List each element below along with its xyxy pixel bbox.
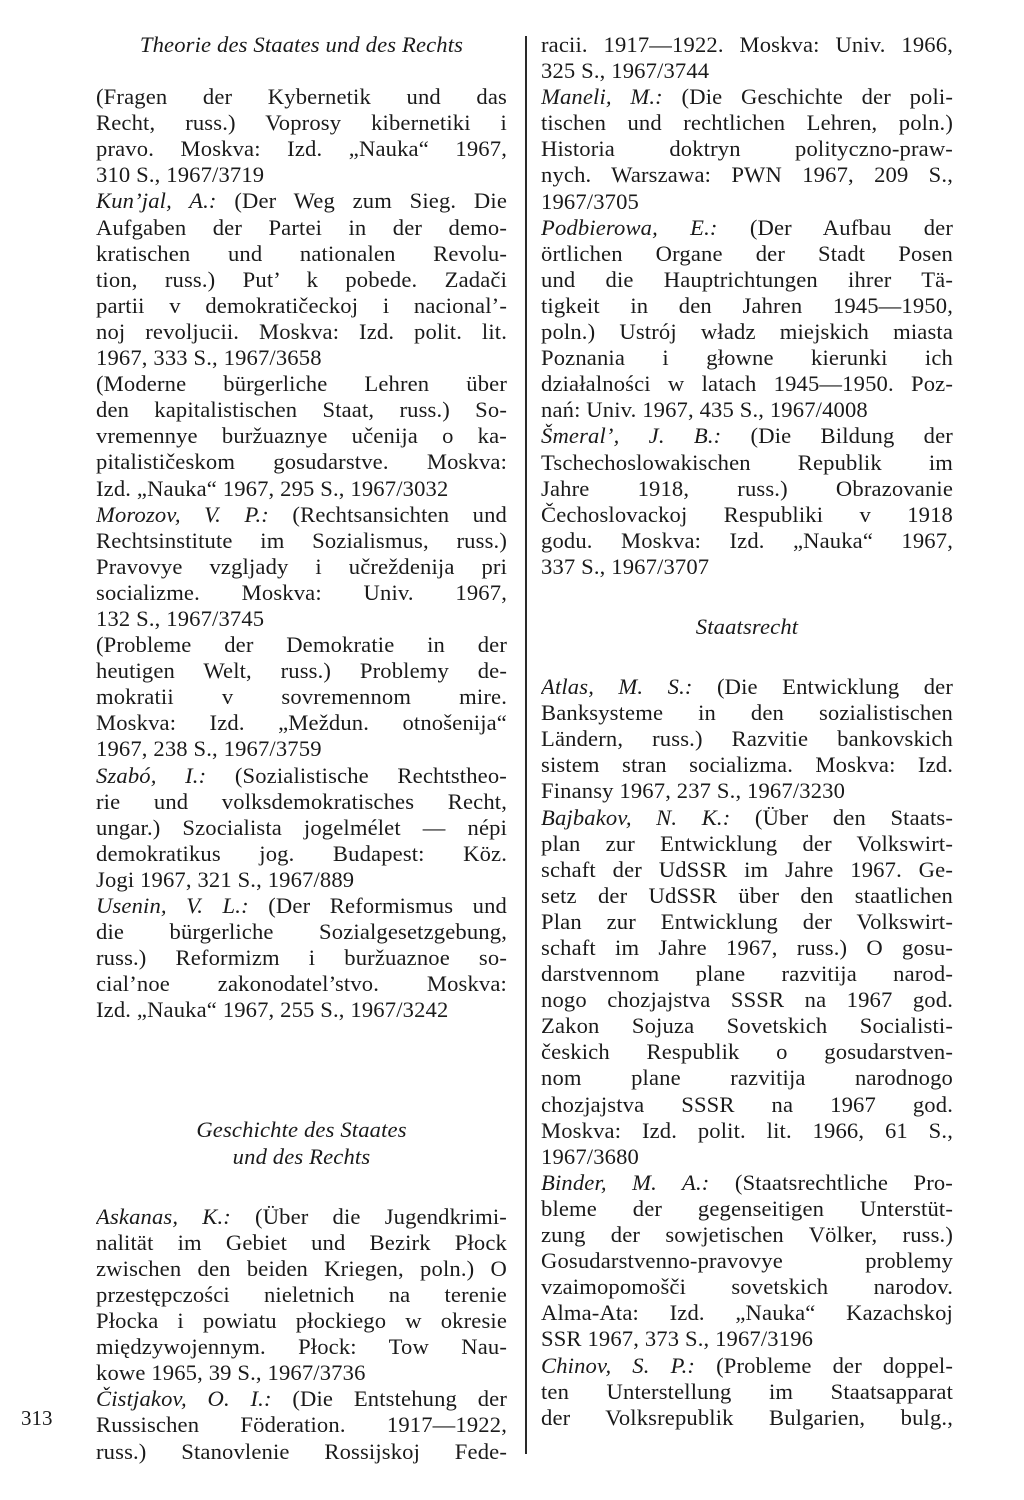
entry-line [541, 987, 953, 1013]
entry-text: demokratikus jog. Budapest: Köz. [96, 840, 507, 866]
entry-text: (Probleme der doppel- [695, 1352, 953, 1378]
entry-text: (Probleme der Demokratie in der [96, 632, 507, 658]
entry-line [96, 1334, 507, 1360]
entry-text: Čechoslovackoj Respubliki v 1918 [541, 501, 953, 527]
entry-line [96, 736, 507, 762]
entry-text: Historia doktryn polityczno-praw- [541, 136, 953, 162]
entry-line [96, 449, 507, 475]
entry-text: Ländern, russ.) Razvitie bankovskich [541, 726, 953, 752]
entry-line [96, 867, 507, 893]
entry-text: nom plane razvitija narodnogo [541, 1065, 953, 1091]
entry-text: schaft der UdSSR im Jahre 1967. Ge- [541, 856, 953, 882]
entry-text: (Der Aufbau der [717, 214, 953, 240]
entry-line [541, 752, 953, 778]
entry-line [96, 267, 507, 293]
entry-text: kowe 1965, 39 S., 1967/3736 [96, 1360, 366, 1386]
entry-line [541, 502, 953, 528]
entry-text: ten Unterstellung im Staatsapparat [541, 1378, 953, 1404]
entry-line [96, 658, 507, 684]
section-spacer [541, 580, 953, 614]
entry-text: rie und volksdemokratisches Recht, [96, 788, 507, 814]
entry-author: Bajbakov, N. K.: [541, 804, 731, 830]
section-spacer [541, 640, 953, 674]
entry-line [96, 293, 507, 319]
entry-line [541, 189, 953, 215]
entry-text: českich Respublik o gosudarstven- [541, 1039, 953, 1065]
entry-line [541, 1326, 953, 1352]
entry-text: setz der UdSSR über den staatlichen [541, 882, 953, 908]
entry-text: Jahre 1918, russ.) Obrazovanie [541, 475, 953, 501]
entry-line [96, 1256, 507, 1282]
entry-line [541, 554, 953, 580]
entry-line [541, 293, 953, 319]
entry-line [541, 1144, 953, 1170]
entry-author: Szabó, I.: [96, 762, 207, 788]
entry-text: kratischen und nationalen Revolu- [96, 240, 507, 266]
entry-text: tion, russ.) Put’ k pobede. Zadači [96, 266, 507, 292]
entry-line [541, 726, 953, 752]
entry-text: (Über den Staats- [730, 804, 953, 830]
entry-text: (Der Weg zum Sieg. Die [216, 188, 507, 214]
entry-text: 132 S., 1967/3745 [96, 605, 265, 631]
entry-text: partii v demokratičeckoj i nacional’- [96, 292, 507, 318]
entry-line [541, 397, 953, 423]
entry-text: (Fragen der Kybernetik und das [96, 84, 507, 110]
entry-line [96, 945, 507, 971]
entry-line [96, 815, 507, 841]
entry-line [96, 789, 507, 815]
entry-line [541, 371, 953, 397]
entry-text: Alma-Ata: Izd. „Nauka“ Kazachskoj [541, 1300, 953, 1326]
entry-line [541, 1274, 953, 1300]
entry-author: Šmeral’, J. B.: [541, 423, 722, 449]
entry-text: 1967/3680 [541, 1143, 640, 1169]
entry-text: tigkeit in den Jahren 1945—1950, [541, 292, 953, 318]
entry-line [541, 700, 953, 726]
entry-text: nalität im Gebiet und Bezirk Płock [96, 1229, 507, 1255]
entry-line [96, 1439, 507, 1465]
entry-line [541, 476, 953, 502]
entry-line [96, 919, 507, 945]
entry-author: Chinov, S. P.: [541, 1352, 696, 1378]
entry-first-line [96, 763, 507, 789]
entry-text: nogo chozjajstva SSSR na 1967 god. [541, 987, 953, 1013]
entry-line [541, 241, 953, 267]
entry-line [96, 632, 507, 658]
right-column [541, 32, 953, 1431]
section-heading: Staatsrecht [695, 613, 799, 639]
entry-author: Podbierowa, E.: [541, 214, 718, 240]
entry-text: Moskva: Izd. polit. lit. 1966, 61 S., [541, 1117, 953, 1143]
entry-text: vzaimopomošči sovetskich narodov. [541, 1274, 953, 1300]
entry-text: der Volksrepublik Bulgarien, bulg., [541, 1404, 953, 1430]
entry-line [541, 1379, 953, 1405]
section-spacer [96, 1170, 507, 1204]
entry-text: (Rechtsansichten und [268, 501, 507, 527]
entry-text: nań: Univ. 1967, 435 S., 1967/4008 [541, 397, 868, 423]
entry-text: sistem stran socializma. Moskva: Izd. [541, 752, 953, 778]
entry-line [541, 883, 953, 909]
entry-text: heutigen Welt, russ.) Problemy de- [96, 658, 507, 684]
entry-first-line [96, 893, 507, 919]
entry-line [96, 110, 507, 136]
entry-text: 325 S., 1967/3744 [541, 58, 710, 84]
entry-author: Kun’jal, A.: [96, 188, 217, 214]
entry-line [541, 1013, 953, 1039]
entry-line [96, 971, 507, 997]
entry-line [96, 580, 507, 606]
entry-line [96, 554, 507, 580]
entry-line [96, 319, 507, 345]
entry-text: den kapitalistischen Staat, russ.) So- [96, 397, 507, 423]
entry-text: Poznania i głowne kierunki ich [541, 345, 953, 371]
entry-line [541, 935, 953, 961]
entry-text: Banksysteme in den sozialistischen [541, 700, 953, 726]
entry-line [96, 841, 507, 867]
entry-line [96, 1282, 507, 1308]
entry-text: 1967, 238 S., 1967/3759 [96, 736, 322, 762]
column-divider [525, 36, 527, 1454]
entry-line [96, 684, 507, 710]
entry-text: godu. Moskva: Izd. „Nauka“ 1967, [541, 527, 953, 553]
entry-text: pitalističeskom gosudarstve. Moskva: [96, 449, 507, 475]
entry-first-line [541, 805, 953, 831]
entry-line [96, 345, 507, 371]
entry-text: Finansy 1967, 237 S., 1967/3230 [541, 778, 846, 804]
entry-text: Izd. „Nauka“ 1967, 295 S., 1967/3032 [96, 475, 449, 501]
entry-line [541, 831, 953, 857]
entry-line [96, 606, 507, 632]
entry-text: tischen und rechtlichen Lehren, poln.) [541, 110, 953, 136]
entry-text: Moskva: Izd. „Meždun. otnošenija“ [96, 710, 507, 736]
entry-text: (Die Entstehung der [271, 1386, 507, 1412]
entry-line [541, 1092, 953, 1118]
entry-text: międzywojennym. Płock: Tow Nau- [96, 1334, 507, 1360]
entry-text: cial’noe zakonodatel’stvo. Moskva: [96, 971, 507, 997]
entry-line [96, 215, 507, 241]
entry-author: Askanas, K.: [96, 1203, 231, 1229]
entry-text: poln.) Ustrój władz miejskich miasta [541, 319, 953, 345]
entry-text: pravo. Moskva: Izd. „Nauka“ 1967, [96, 136, 507, 162]
entry-line [96, 1412, 507, 1438]
entry-line [96, 162, 507, 188]
entry-text: russ.) Reformizm i buržuaznoe so- [96, 945, 507, 971]
entry-line [96, 136, 507, 162]
entry-text: Recht, russ.) Voprosy kibernetiki i [96, 110, 507, 136]
entry-line [541, 1300, 953, 1326]
entry-line [96, 1308, 507, 1334]
entry-line [541, 1405, 953, 1431]
entry-line [541, 136, 953, 162]
entry-line [541, 778, 953, 804]
entry-line [541, 162, 953, 188]
entry-text: (Über die Jugendkrimi- [230, 1203, 507, 1229]
entry-line [96, 371, 507, 397]
entry-text: vremennye buržuaznye učenija o ka- [96, 423, 507, 449]
entry-first-line [541, 674, 953, 700]
entry-author: Morozov, V. P.: [96, 501, 269, 527]
entry-text: Plan zur Entwicklung der Volkswirt- [541, 908, 953, 934]
left-column [96, 32, 507, 1465]
entry-first-line [96, 188, 507, 214]
entry-text: chozjajstva SSSR na 1967 god. [541, 1091, 953, 1117]
entry-text: (Die Entwicklung der [692, 674, 953, 700]
entry-author: Binder, M. A.: [541, 1169, 710, 1195]
entry-first-line [96, 1204, 507, 1230]
entry-text: Izd. „Nauka“ 1967, 255 S., 1967/3242 [96, 997, 449, 1023]
entry-line [541, 1222, 953, 1248]
entry-author: Usenin, V. L.: [96, 893, 249, 918]
entry-text: schaft im Jahre 1967, russ.) O gosu- [541, 935, 953, 960]
entry-text: darstvennom plane razvitija narod- [541, 961, 953, 987]
entry-line [96, 241, 507, 267]
entry-author: Maneli, M.: [541, 84, 663, 110]
entry-text: (Die Geschichte der poli- [662, 84, 953, 110]
entry-text: 337 S., 1967/3707 [541, 553, 710, 579]
entry-first-line [541, 84, 953, 110]
entry-text: Gosudarstvenno-pravovye problemy [541, 1248, 953, 1274]
entry-text: racii. 1917—1922. Moskva: Univ. 1966, [541, 32, 953, 57]
entry-text: 1967/3705 [541, 188, 640, 214]
entry-text: mokratii v sovremennom mire. [96, 684, 507, 710]
entry-text: noj revoljucii. Moskva: Izd. polit. lit. [96, 318, 507, 344]
entry-text: (Moderne bürgerliche Lehren über [96, 371, 507, 397]
entry-first-line [96, 502, 507, 528]
entry-line [541, 267, 953, 293]
entry-text: und die Hauptrichtungen ihrer Tä- [541, 266, 953, 292]
entry-text: ungar.) Szocialista jogelmélet — népi [96, 814, 507, 840]
entry-text: (Die Bildung der [721, 423, 953, 449]
entry-text: nych. Warszawa: PWN 1967, 209 S., [541, 162, 953, 188]
entry-line [541, 345, 953, 371]
entry-text: Pravovye vzgljady i učreždenija pri [96, 553, 507, 579]
entry-text: Jogi 1967, 321 S., 1967/889 [96, 866, 355, 892]
entry-text: (Der Reformismus und [248, 893, 507, 918]
page-number: 313 [21, 1406, 53, 1430]
entry-line [96, 1230, 507, 1256]
entry-text: Russischen Föderation. 1917—1922, [96, 1412, 507, 1438]
entry-text: Płocka i powiatu płockiego w okresie [96, 1308, 507, 1334]
entry-author: Čistjakov, O. I.: [96, 1386, 272, 1412]
entry-line [96, 423, 507, 449]
entry-line [96, 710, 507, 736]
entry-author: Atlas, M. S.: [541, 674, 693, 700]
entry-first-line [541, 215, 953, 241]
entry-text: Tschechoslowakischen Republik im [541, 449, 953, 475]
entry-line [541, 319, 953, 345]
section-spacer [96, 58, 507, 84]
entry-text: (Sozialistische Rechtstheo- [206, 762, 507, 788]
entry-first-line [541, 1170, 953, 1196]
entry-first-line [96, 1386, 507, 1412]
entry-line [96, 397, 507, 423]
entry-line [96, 476, 507, 502]
entry-first-line [541, 1353, 953, 1379]
section-heading: Geschichte des Staates [196, 1117, 407, 1143]
entry-line [96, 1360, 507, 1386]
entry-line [541, 58, 953, 84]
section-heading: und des Rechts [232, 1143, 371, 1169]
entry-text: działalności w latach 1945—1950. Poz- [541, 371, 953, 397]
entry-text: Zakon Sojuza Sovetskich Socialisti- [541, 1013, 953, 1039]
entry-line [541, 1248, 953, 1274]
entry-text: przestępczości nieletnich na terenie [96, 1281, 507, 1307]
entry-text: zung der sowjetischen Völker, russ.) [541, 1222, 953, 1248]
entry-line [96, 528, 507, 554]
entry-line [541, 1065, 953, 1091]
entry-line [541, 32, 953, 58]
section-spacer [96, 1023, 507, 1117]
entry-line [541, 1118, 953, 1144]
entry-text: die bürgerliche Sozialgesetzgebung, [96, 919, 507, 945]
entry-text: zwischen den beiden Kriegen, poln.) O [96, 1255, 507, 1281]
entry-line [96, 997, 507, 1023]
entry-line [541, 909, 953, 935]
entry-text: Aufgaben der Partei in der demo- [96, 214, 507, 240]
entry-line [96, 84, 507, 110]
entry-line [541, 1039, 953, 1065]
entry-line [541, 450, 953, 476]
entry-line [541, 110, 953, 136]
section-heading: Theorie des Staates und des Rechts [139, 32, 464, 57]
entry-text: Rechtsinstitute im Sozialismus, russ.) [96, 527, 507, 553]
entry-text: russ.) Stanovlenie Rossijskoj Fede- [96, 1438, 507, 1464]
entry-text: SSR 1967, 373 S., 1967/3196 [541, 1326, 814, 1352]
entry-line [541, 528, 953, 554]
entry-line [541, 1196, 953, 1222]
entry-first-line [541, 423, 953, 449]
entry-text: 310 S., 1967/3719 [96, 162, 265, 188]
entry-text: 1967, 333 S., 1967/3658 [96, 345, 322, 371]
entry-text: (Staatsrechtliche Pro- [709, 1169, 953, 1195]
entry-line [541, 857, 953, 883]
entry-text: plan zur Entwicklung der Volkswirt- [541, 830, 953, 856]
entry-line [541, 961, 953, 987]
entry-text: örtlichen Organe der Stadt Posen [541, 240, 953, 266]
entry-text: socializme. Moskva: Univ. 1967, [96, 579, 507, 605]
entry-text: bleme der gegenseitigen Unterstüt- [541, 1195, 953, 1221]
